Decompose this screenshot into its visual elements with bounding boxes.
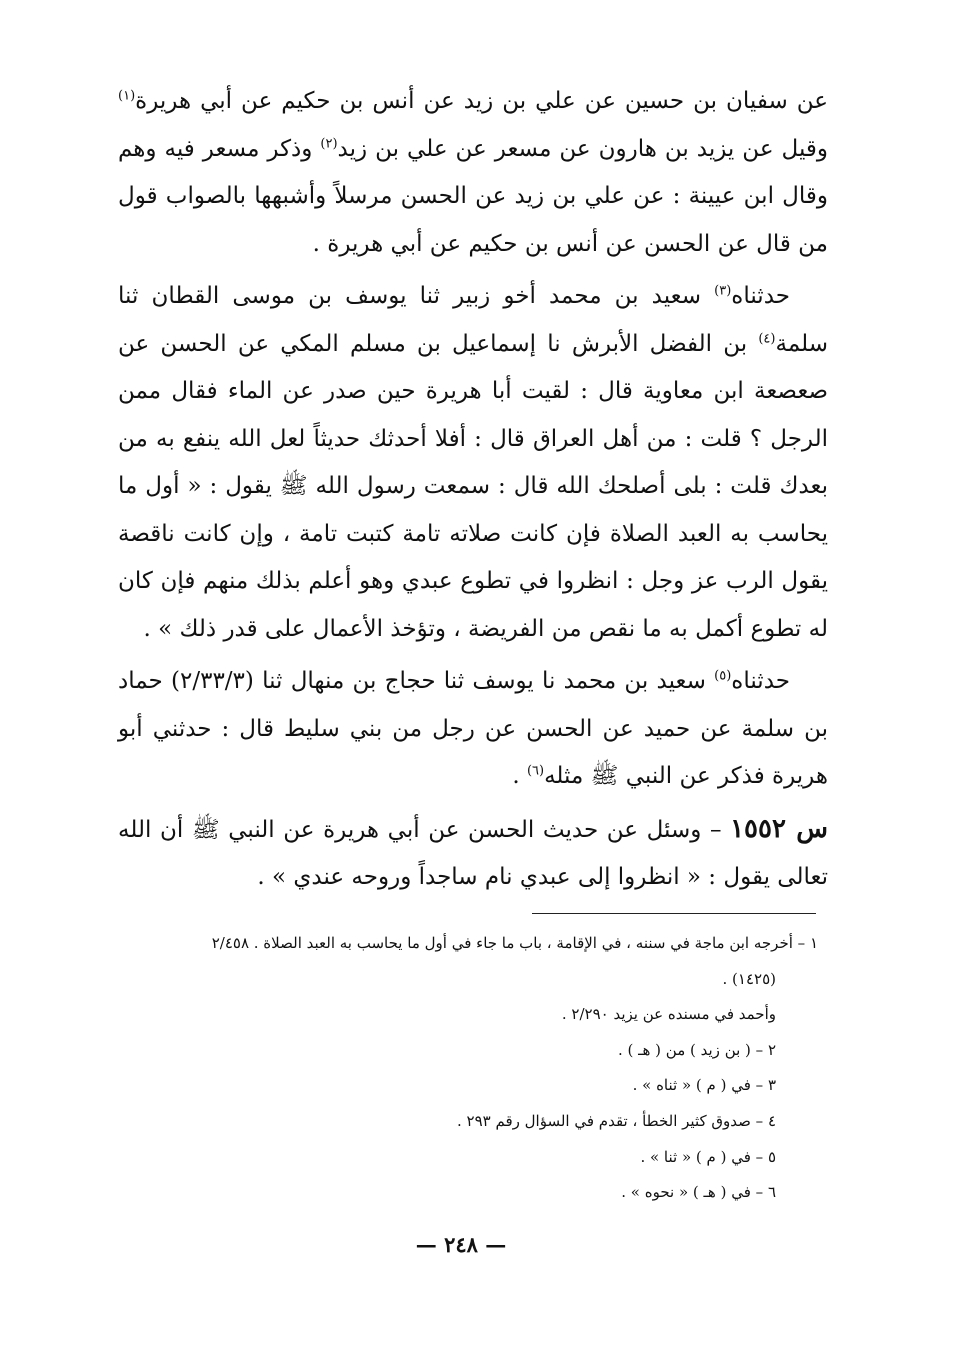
footnote-1-addendum: وأحمد في مسنده عن يزيد ٢/٢٩٠ . <box>561 1005 776 1024</box>
footnote-1: ١ – أخرجه ابن ماجة في سننه ، في الإقامة ، باب ما جاء في أول ما يحاسب به العبد الصلاة . ٢/٤٥٨ <box>211 934 818 952</box>
paragraph-2 <box>118 273 828 653</box>
footnote-ref-1: (١) <box>118 88 136 104</box>
text-run: سعيد بن محمد نا يوسف ثنا حجاج بن منهال ثنا (٢/٣٣/٣) حماد بن سلمة عن حميد عن الحسن عن رجل من بني سليط قال : حدثني أبو هريرة فذكر عن النبي ﷺ مثله <box>118 668 828 789</box>
question-text: – وسئل عن حديث الحسن عن أبي هريرة عن النبي ﷺ أن الله تعالى يقول : « انظروا إلى عبدي نام ساجداً وروحه عندي » . <box>118 816 828 890</box>
footnote-ref-5: (٥) <box>714 668 732 684</box>
page-number: — ٢٤٨ — <box>415 1232 507 1257</box>
footnote-2: ٢ – ( بن زيد ) من ( هـ ) . <box>617 1040 776 1059</box>
footnote-ref-3: (٣) <box>714 283 732 299</box>
text-run: عن سفيان بن حسين عن علي بن زيد عن أنس بن حكيم عن أبي هريرة <box>135 88 828 114</box>
footnote-1-continuation: (١٤٢٥) . <box>722 969 776 988</box>
footnote-ref-4: (٤) <box>758 330 776 346</box>
text-run: . <box>512 763 527 789</box>
footnote-4: ٤ – صدوق كثير الخطأ ، تقدم في السؤال رقم ٢٩٣ . <box>457 1111 776 1130</box>
footnote-ref-6: (٦) <box>526 763 545 779</box>
question-number: س ١٥٥٢ <box>730 813 828 844</box>
text-run: بن الفضل الأبرش نا إسماعيل بن مسلم المكي عن الحسن عن صعصعة ابن معاوية قال : لقيت أبا هريرة حين صدر عن الماء فقال ممن الرجل ؟ قلت : من أهل العراق قال : أفلا أحدثك حديثاً لعل الله ينفع به من بعدك قلت : بلى أصلحك الله قال : سمعت رسول الله ﷺ يقول : « أول ما يحاسب به العبد الصلاة فإن كانت صلاته تامة كتبت تامة ، وإن كانت ناقصة يقول الرب عز وجل : انظروا في تطوع عبدي وهو أعلم بذلك منهم فإن كان له تطوع أكمل به ما نقص من الفريضة ، وتؤخذ الأعمال على قدر ذلك » . <box>118 330 828 642</box>
footnote-separator <box>532 913 816 914</box>
footnote-3: ٣ – في ( م ) « ثناه » . <box>632 1076 776 1095</box>
text-run: وذكر مسعر فيه وهم وقال ابن عيينة : عن علي بن زيد عن الحسن مرسلاً وأشبهها بالصواب قول من قال عن الحسن عن أنس بن حكيم عن أبي هريرة . <box>118 135 828 257</box>
main-text <box>118 78 828 907</box>
paragraph-1 <box>118 78 828 268</box>
text-run: حدثناه <box>731 668 790 694</box>
question-1552 <box>118 806 828 902</box>
paragraph-3 <box>118 658 828 801</box>
text-run: وقيل عن يزيد بن هارون عن مسعر عن علي بن زيد <box>337 135 828 162</box>
text-run: حدثناه <box>731 283 790 309</box>
footnote-6: ٦ – في ( هـ ) « نحوه » . <box>621 1183 776 1202</box>
footnote-ref-2: (٢) <box>320 135 338 151</box>
footnotes <box>138 926 818 1211</box>
footnote-5: ٥ – في ( م ) « ثنا » . <box>640 1147 776 1166</box>
text-run: سعيد بن محمد أخو زبير ثنا يوسف بن موسى القطان ثنا سلمة <box>118 283 828 357</box>
